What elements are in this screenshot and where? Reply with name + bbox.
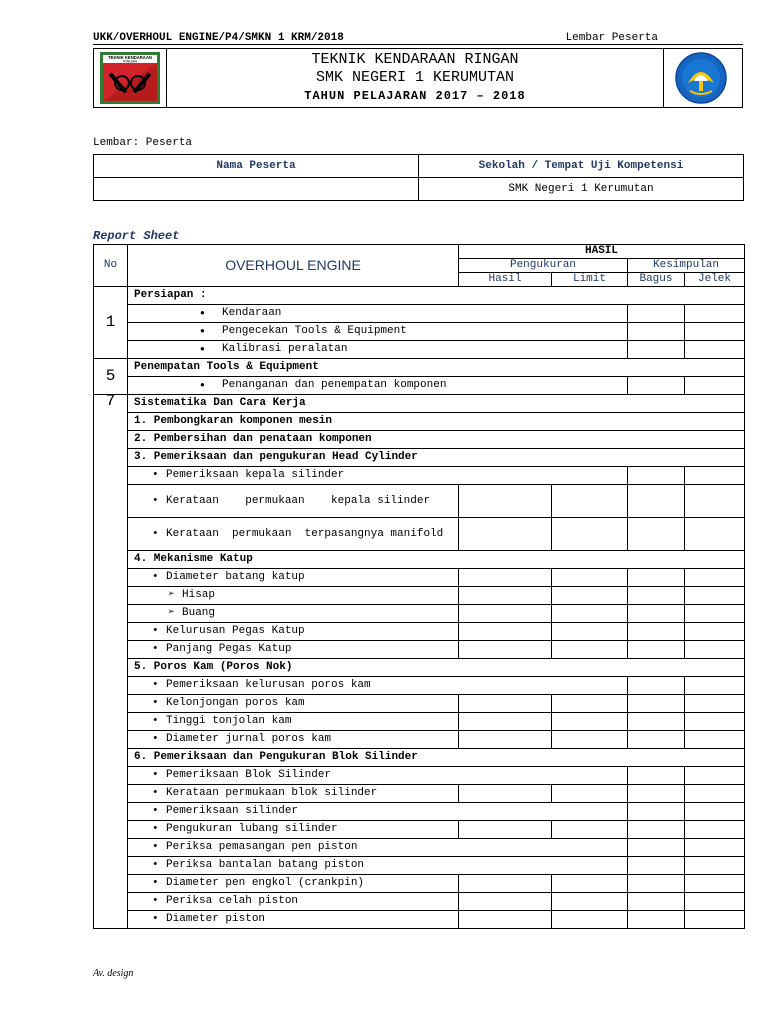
logo-left-text1: TEKNIK KENDARAAN: [108, 55, 152, 60]
list-item: • Diameter batang katup: [128, 569, 459, 587]
check-cell[interactable]: [685, 803, 745, 821]
measure-cell[interactable]: [552, 731, 628, 749]
footer-credit: Av. design: [93, 968, 134, 979]
subsection-title: 3. Pemeriksaan dan pengukuran Head Cylinder: [128, 449, 745, 467]
check-cell[interactable]: [628, 911, 685, 929]
check-cell[interactable]: [685, 785, 745, 803]
check-cell[interactable]: [628, 377, 685, 395]
check-cell[interactable]: [685, 857, 745, 875]
list-item: ● Pengecekan Tools & Equipment: [128, 323, 628, 341]
list-item: • Periksa celah piston: [128, 893, 459, 911]
list-item: • Kelonjongan poros kam: [128, 695, 459, 713]
measure-cell[interactable]: [459, 623, 552, 641]
list-item: • Periksa bantalan batang piston: [128, 857, 628, 875]
measure-cell[interactable]: [459, 605, 552, 623]
check-cell[interactable]: [685, 875, 745, 893]
measure-cell[interactable]: [552, 623, 628, 641]
check-cell[interactable]: [685, 695, 745, 713]
header-box: [93, 48, 743, 108]
check-cell[interactable]: [685, 569, 745, 587]
measure-cell[interactable]: [552, 785, 628, 803]
check-cell[interactable]: [628, 785, 685, 803]
measure-cell[interactable]: [552, 695, 628, 713]
measure-cell[interactable]: [459, 821, 552, 839]
measure-cell[interactable]: [459, 641, 552, 659]
measure-cell[interactable]: [552, 713, 628, 731]
header-title: [166, 51, 664, 105]
check-cell[interactable]: [628, 875, 685, 893]
measure-cell[interactable]: [459, 893, 552, 911]
check-cell[interactable]: [628, 731, 685, 749]
participant-info-table: [93, 154, 744, 201]
sheet-label: Lembar: Peserta: [93, 137, 193, 149]
jelek-header: Jelek: [685, 273, 745, 287]
measure-cell[interactable]: [459, 911, 552, 929]
check-cell[interactable]: [628, 305, 685, 323]
list-item: ● Penanganan dan penempatan komponen: [128, 377, 628, 395]
check-cell[interactable]: [628, 821, 685, 839]
measure-cell[interactable]: [459, 518, 552, 551]
check-cell[interactable]: [685, 518, 745, 551]
check-cell[interactable]: [685, 677, 745, 695]
document-code: UKK/OVERHOUL ENGINE/P4/SMKN 1 KRM/2018: [93, 32, 344, 44]
participant-name-field[interactable]: [94, 178, 419, 201]
section-number: 1: [94, 287, 128, 359]
list-item: ● Kendaraan: [128, 305, 628, 323]
list-item: • Diameter piston: [128, 911, 459, 929]
subsection-title: 4. Mekanisme Katup: [128, 551, 745, 569]
limit-header: Limit: [552, 273, 628, 287]
measure-cell[interactable]: [552, 893, 628, 911]
check-cell[interactable]: [685, 623, 745, 641]
check-cell[interactable]: [628, 518, 685, 551]
check-cell[interactable]: [628, 341, 685, 359]
check-cell[interactable]: [685, 893, 745, 911]
section-title: Sistematika Dan Cara Kerja: [128, 395, 745, 413]
check-cell[interactable]: [685, 911, 745, 929]
check-cell[interactable]: [685, 485, 745, 518]
check-cell[interactable]: [628, 485, 685, 518]
check-cell[interactable]: [685, 467, 745, 485]
list-item: • Panjang Pegas Katup: [128, 641, 459, 659]
list-item: • Kerataan permukaan terpasangnya manifold: [128, 518, 459, 551]
list-item: • Diameter pen engkol (crankpin): [128, 875, 459, 893]
measure-cell[interactable]: [552, 518, 628, 551]
subsection-title: 2. Pembersihan dan penataan komponen: [128, 431, 745, 449]
list-item: • Pemeriksaan kelurusan poros kam: [128, 677, 628, 695]
measure-cell[interactable]: [552, 641, 628, 659]
check-cell[interactable]: [685, 587, 745, 605]
program-name: TEKNIK KENDARAAN RINGAN: [311, 51, 519, 68]
check-cell[interactable]: [628, 893, 685, 911]
check-cell[interactable]: [628, 623, 685, 641]
list-item: ➢ Hisap: [128, 587, 459, 605]
list-item: • Pemeriksaan Blok Silinder: [128, 767, 628, 785]
check-cell[interactable]: [685, 767, 745, 785]
check-cell[interactable]: [685, 839, 745, 857]
school-value: SMK Negeri 1 Kerumutan: [419, 178, 744, 201]
check-cell[interactable]: [628, 839, 685, 857]
measure-cell[interactable]: [459, 731, 552, 749]
check-cell[interactable]: [628, 695, 685, 713]
school-name: SMK NEGERI 1 KERUMUTAN: [315, 69, 515, 86]
academic-year: TAHUN PELAJARAN 2017 – 2018: [304, 89, 526, 103]
report-table: [93, 244, 745, 929]
measure-cell[interactable]: [459, 875, 552, 893]
section-number: 7: [94, 395, 128, 929]
list-item: • Kerataan permukaan kepala silinder: [128, 485, 459, 518]
check-cell[interactable]: [628, 587, 685, 605]
list-item: • Diameter jurnal poros kam: [128, 731, 459, 749]
measure-cell[interactable]: [459, 569, 552, 587]
check-cell[interactable]: [685, 305, 745, 323]
measure-cell[interactable]: [459, 695, 552, 713]
kesimpulan-header: Kesimpulan: [628, 259, 745, 273]
sheet-type-label: Lembar Peserta: [565, 32, 658, 44]
list-item: • Tinggi tonjolan kam: [128, 713, 459, 731]
measure-cell[interactable]: [459, 587, 552, 605]
list-item: • Pemeriksaan silinder: [128, 803, 628, 821]
table-title: OVERHOUL ENGINE: [128, 245, 459, 287]
measure-cell[interactable]: [459, 485, 552, 518]
list-item: • Pemeriksaan kepala silinder: [128, 467, 628, 485]
list-item: ➢ Buang: [128, 605, 459, 623]
section-title: Persiapan :: [128, 287, 745, 305]
report-sheet-title: Report Sheet: [93, 229, 180, 243]
hasil-sub-header: Hasil: [459, 273, 552, 287]
school-header: Sekolah / Tempat Uji Kompetensi: [419, 155, 744, 178]
check-cell[interactable]: [628, 569, 685, 587]
measure-cell[interactable]: [459, 713, 552, 731]
subsection-title: 6. Pemeriksaan dan Pengukuran Blok Silinder: [128, 749, 745, 767]
section-number: 5: [94, 359, 128, 395]
participant-name-header: Nama Peserta: [94, 155, 419, 178]
document-code-line: [93, 32, 743, 45]
check-cell[interactable]: [628, 713, 685, 731]
measure-cell[interactable]: [552, 587, 628, 605]
section-title: Penempatan Tools & Equipment: [128, 359, 745, 377]
check-cell[interactable]: [628, 803, 685, 821]
list-item: • Kelurusan Pegas Katup: [128, 623, 459, 641]
subsection-title: 1. Pembongkaran komponen mesin: [128, 413, 745, 431]
measure-cell[interactable]: [552, 875, 628, 893]
check-cell[interactable]: [685, 641, 745, 659]
check-cell[interactable]: [685, 323, 745, 341]
check-cell[interactable]: [628, 767, 685, 785]
check-cell[interactable]: [628, 857, 685, 875]
bagus-header: Bagus: [628, 273, 685, 287]
hasil-header: HASIL: [459, 245, 745, 259]
pengukuran-header: Pengukuran: [459, 259, 628, 273]
check-cell[interactable]: [628, 467, 685, 485]
measure-cell[interactable]: [552, 911, 628, 929]
school-program-logo: [98, 51, 162, 105]
check-cell[interactable]: [685, 713, 745, 731]
list-item: • Periksa pemasangan pen piston: [128, 839, 628, 857]
check-cell[interactable]: [685, 731, 745, 749]
check-cell[interactable]: [685, 341, 745, 359]
measure-cell[interactable]: [459, 785, 552, 803]
logo-left-text2: RINGAN: [123, 59, 137, 64]
measure-cell[interactable]: [552, 569, 628, 587]
check-cell[interactable]: [685, 605, 745, 623]
list-item: ● Kalibrasi peralatan: [128, 341, 628, 359]
col-no-header: No: [94, 245, 128, 287]
check-cell[interactable]: [628, 605, 685, 623]
list-item: • Pengukuran lubang silinder: [128, 821, 459, 839]
measure-cell[interactable]: [552, 821, 628, 839]
measure-cell[interactable]: [552, 485, 628, 518]
measure-cell[interactable]: [552, 605, 628, 623]
tut-wuri-handayani-logo: [666, 51, 736, 105]
list-item: • Kerataan permukaan blok silinder: [128, 785, 459, 803]
check-cell[interactable]: [685, 821, 745, 839]
check-cell[interactable]: [628, 323, 685, 341]
subsection-title: 5. Poros Kam (Poros Nok): [128, 659, 745, 677]
check-cell[interactable]: [628, 677, 685, 695]
check-cell[interactable]: [628, 641, 685, 659]
check-cell[interactable]: [685, 377, 745, 395]
